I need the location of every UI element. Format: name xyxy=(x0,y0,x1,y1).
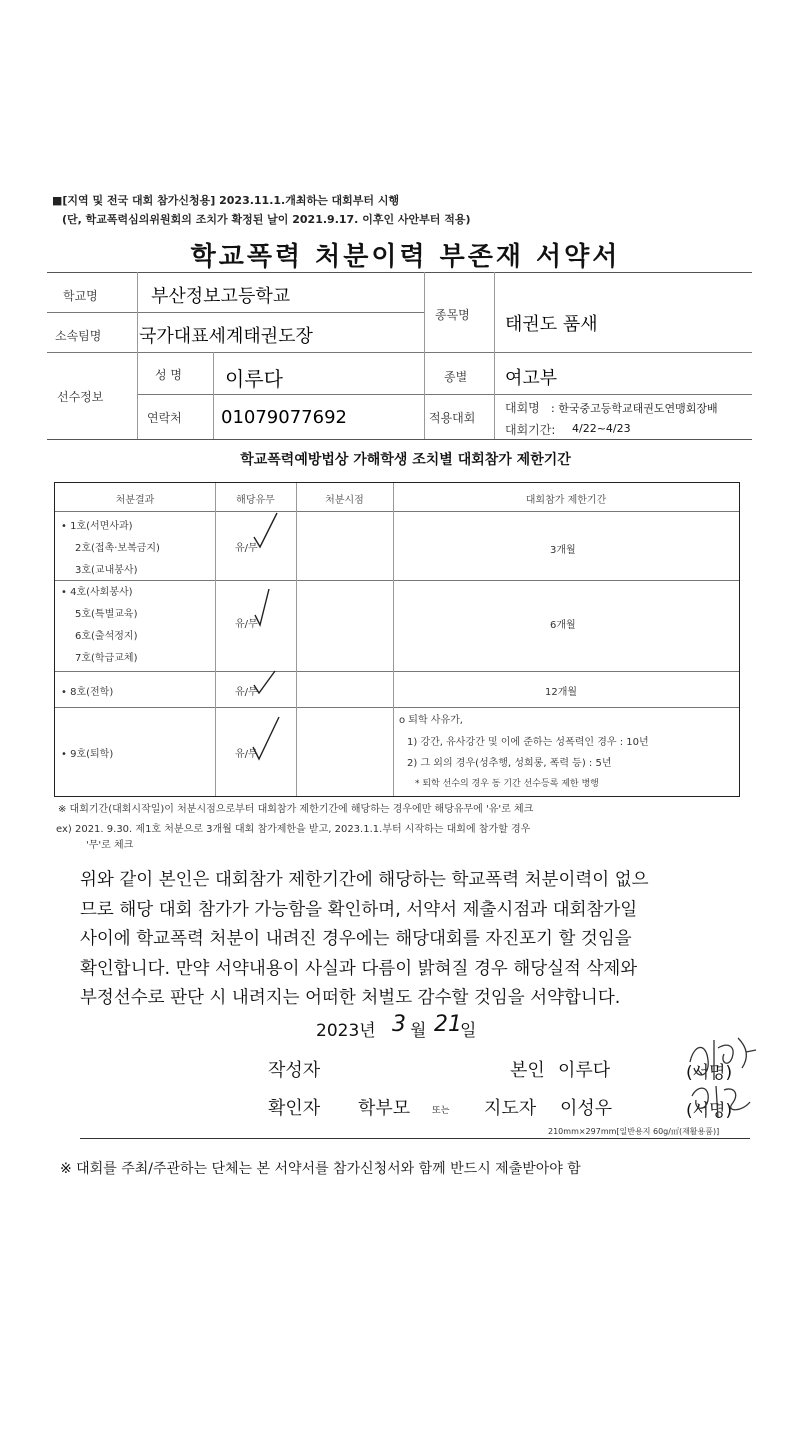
date-day: 21 xyxy=(434,1012,462,1037)
note-3: '무'로 체크 xyxy=(86,840,134,851)
table-row-item: 5호(특별교육) xyxy=(75,609,138,620)
handwritten-signature-icon xyxy=(680,1032,760,1122)
competition-period-value: 4/22~4/23 xyxy=(572,422,631,435)
signature-placeholder-2: (서명) xyxy=(686,1101,733,1121)
name-label: 성 명 xyxy=(155,368,182,382)
self-name: 이루다 xyxy=(558,1060,611,1081)
limit-line: 2) 그 외의 경우(성추행, 성희롱, 폭력 등) : 5년 xyxy=(407,758,612,769)
school-value: 부산정보고등학교 xyxy=(151,286,291,307)
pledge-line: 위와 같이 본인은 대회참가 제한기간에 해당하는 학교폭력 처분이력이 없으 xyxy=(80,870,649,890)
check-mark-icon xyxy=(251,669,285,697)
check-mark-icon xyxy=(251,585,285,629)
pledge-line: 부정선수로 판단 시 내려지는 어떠한 처벌도 감수할 것임을 서약합니다. xyxy=(80,988,621,1008)
yes-no-field: 유/무 xyxy=(235,749,258,760)
competition-period-label: 대회기간: xyxy=(505,423,556,437)
competition-name-label: 대회명 xyxy=(505,401,540,415)
writer-label: 작성자 xyxy=(268,1060,321,1081)
player-info-table xyxy=(47,272,752,440)
or-label: 또는 xyxy=(432,1106,450,1116)
guide-name: 이성우 xyxy=(560,1098,613,1119)
event-value: 태권도 품새 xyxy=(505,314,598,335)
limit-line: * 퇴학 선수의 경우 동 기간 선수등록 제한 병행 xyxy=(415,779,599,789)
contact-label: 연락처 xyxy=(147,411,182,425)
limit-value: 3개월 xyxy=(550,545,576,556)
yes-no-field: 유/무 xyxy=(235,619,258,630)
name-value: 이루다 xyxy=(225,367,283,391)
pledge-line: 사이에 학교폭력 처분이 내려진 경우에는 해당대회를 자진포기 할 것임을 xyxy=(80,929,632,949)
document-title: 학교폭력 처분이력 부존재 서약서 xyxy=(190,242,621,272)
table-row-item: 2호(접촉·보복금지) xyxy=(75,543,160,554)
yes-no-field: 유/무 xyxy=(235,687,258,698)
event-label: 종목명 xyxy=(435,308,470,322)
gender-label: 종별 xyxy=(444,370,468,384)
restriction-table-title: 학교폭력예방법상 가해학생 조치별 대회참가 제한기간 xyxy=(240,452,571,468)
limit-line: 1) 강간, 유사강간 및 이에 준하는 성폭력인 경우 : 10년 xyxy=(407,737,649,748)
check-mark-icon xyxy=(251,511,285,551)
signature-placeholder-1: (서명) xyxy=(686,1063,733,1083)
table-row-item: 7호(학급교체) xyxy=(75,653,138,664)
applied-competition-label: 적용대회 xyxy=(429,411,476,425)
player-info-label: 선수정보 xyxy=(57,390,104,404)
contact-value: 01079077692 xyxy=(221,407,347,428)
limit-value: 12개월 xyxy=(545,687,578,698)
yes-no-field: 유/무 xyxy=(235,543,258,554)
paper-spec: 210mm×297mm[일반용지 60g/㎡(재활용품)] xyxy=(548,1127,720,1136)
limit-value: 6개월 xyxy=(550,620,576,631)
note-2: ex) 2021. 9.30. 제1호 처분으로 3개월 대회 참가제한을 받고, 2023.1.1.부터 시작하는 대회에 참가할 경우 xyxy=(56,824,531,835)
header-applicable: 해당유무 xyxy=(236,495,275,506)
table-row-item: • 1호(서면사과) xyxy=(61,521,133,532)
team-label: 소속팀명 xyxy=(55,329,102,343)
table-row-item: • 4호(사회봉사) xyxy=(61,587,133,598)
limit-line: o 퇴학 사유가, xyxy=(399,715,463,726)
header-note-2: (단, 학교폭력심의위원회의 조치가 확정된 날이 2021.9.17. 이후인 사안부터 적용) xyxy=(62,213,471,226)
pledge-text xyxy=(80,866,740,1014)
gender-value: 여고부 xyxy=(505,368,558,389)
table-row-item: 3호(교내봉사) xyxy=(75,565,138,576)
confirmer-label: 확인자 xyxy=(268,1098,321,1119)
date-month: 3 xyxy=(392,1012,406,1037)
note-1: ※ 대회기간(대회시작일)이 처분시점으로부터 대회참가 제한기간에 해당하는 경우에만 해당유무에 '유'로 체크 xyxy=(58,804,534,815)
self-label: 본인 xyxy=(510,1060,545,1081)
date-day-unit: 일 xyxy=(460,1021,477,1041)
guide-label: 지도자 xyxy=(484,1098,537,1119)
restriction-table xyxy=(54,482,740,797)
header-result: 처분결과 xyxy=(115,495,155,506)
pledge-line: 므로 해당 대회 참가가 가능함을 확인하며, 서약서 제출시점과 대회참가일 xyxy=(80,899,638,920)
table-row-item: • 9호(퇴학) xyxy=(61,749,114,760)
school-label: 학교명 xyxy=(63,289,98,303)
table-row-item: • 8호(전학) xyxy=(61,687,114,698)
pledge-line: 확인합니다. 만약 서약내용이 사실과 다름이 밝혀질 경우 해당실적 삭제와 xyxy=(80,958,638,979)
competition-name-value: : 한국중고등학교태권도연맹회장배 xyxy=(551,402,718,415)
team-value: 국가대표세계태권도장 xyxy=(139,326,313,347)
footer-note: ※ 대회를 주최/주관하는 단체는 본 서약서를 참가신청서와 함께 반드시 제출받아야 함 xyxy=(60,1161,581,1177)
header-note-1: ■[지역 및 전국 대회 참가신청용] 2023.11.1.개최하는 대회부터 시행 xyxy=(52,194,400,207)
parent-label: 학부모 xyxy=(358,1098,411,1119)
header-limit: 대회참가 제한기간 xyxy=(525,495,607,506)
table-row-item: 6호(출석정지) xyxy=(75,631,138,642)
header-time: 처분시점 xyxy=(325,495,364,506)
date-year: 2023년 xyxy=(316,1021,376,1041)
date-month-unit: 월 xyxy=(410,1021,427,1041)
check-mark-icon xyxy=(249,715,285,763)
